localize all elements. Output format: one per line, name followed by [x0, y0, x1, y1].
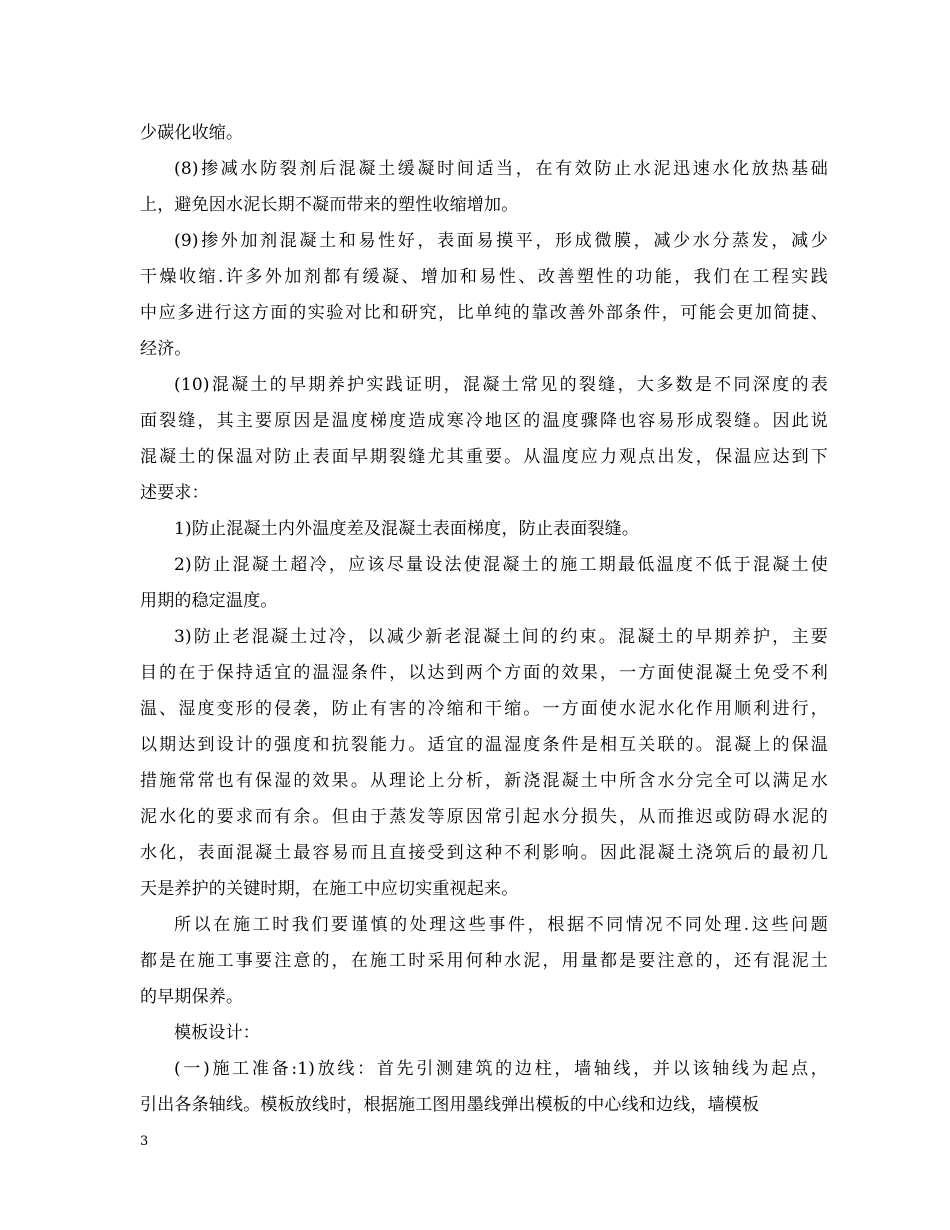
paragraph — [140, 1015, 828, 1051]
text-line: 温、湿度变形的侵袭，防止有害的冷缩和干缩。一方面使水泥水化作用顺利进行， — [140, 699, 828, 719]
text-line: 经济。 — [140, 339, 192, 359]
text-line: 所以在施工时我们要谨慎的处理这些事件，根据不同情况不同处理.这些问题 — [174, 915, 828, 935]
text-line: 面裂缝，其主要原因是温度梯度造成寒冷地区的温度骤降也容易形成裂缝。因此说 — [140, 411, 828, 431]
text-line: 模板设计： — [174, 1023, 260, 1043]
paragraph — [140, 907, 828, 1015]
text-line: 干燥收缩.许多外加剂都有缓凝、增加和易性、改善塑性的功能，我们在工程实践 — [140, 267, 828, 287]
text-line: 以期达到设计的强度和抗裂能力。适宜的温湿度条件是相互关联的。混凝上的保温 — [140, 735, 828, 755]
text-line: 少碳化收缩。 — [140, 123, 244, 143]
text-line: (9)掺外加剂混凝土和易性好，表面易摸平，形成微膜，减少水分蒸发，减少 — [174, 231, 828, 251]
paragraph — [140, 115, 828, 151]
text-line: 3)防止老混凝土过冷，以减少新老混凝土间的约束。混凝土的早期养护，主要 — [174, 627, 828, 647]
text-line: 混凝土的保温对防止表面早期裂缝尤其重要。从温度应力观点出发，保温应达到下 — [140, 447, 828, 467]
text-line: 的早期保养。 — [140, 987, 244, 1007]
text-line: (10)混凝土的早期养护实践证明，混凝土常见的裂缝，大多数是不同深度的表 — [174, 375, 828, 395]
text-line: 措施常常也有保湿的效果。从理论上分析，新浇混凝土中所含水分完全可以满足水 — [140, 771, 828, 791]
paragraph — [140, 619, 828, 907]
text-line: (8)掺减水防裂剂后混凝土缓凝时间适当，在有效防止水泥迅速水化放热基础 — [174, 159, 828, 179]
text-line: 天是养护的关键时期，在施工中应切实重视起来。 — [140, 879, 519, 899]
text-line: 2)防止混凝土超冷，应该尽量设法使混凝土的施工期最低温度不低于混凝土使 — [174, 555, 828, 575]
text-line: 引出各条轴线。模板放线时，根据施工图用墨线弹出模板的中心线和边线，墙模板 — [140, 1095, 760, 1115]
text-line: 1)防止混凝土内外温度差及混凝土表面梯度，防止表面裂缝。 — [174, 519, 640, 539]
text-line: 目的在于保持适宜的温湿条件，以达到两个方面的效果，一方面使混凝土免受不利 — [140, 663, 828, 683]
page-number: 3 — [140, 1134, 149, 1149]
text-line: 泥水化的要求而有余。但由于蒸发等原因常引起水分损失，从而推迟或防碍水泥的 — [140, 807, 828, 827]
paragraph — [140, 151, 828, 223]
document-body — [140, 115, 828, 1123]
text-line: 用期的稳定温度。 — [140, 591, 278, 611]
paragraph — [140, 367, 828, 511]
paragraph — [140, 511, 828, 547]
text-line: 水化，表面混凝土最容易而且直接受到这种不利影响。因此混凝土浇筑后的最初几 — [140, 843, 828, 863]
paragraph — [140, 547, 828, 619]
paragraph — [140, 1051, 828, 1123]
text-line: 述要求： — [140, 483, 209, 503]
text-line: (一)施工准备:1)放线：首先引测建筑的边柱，墙轴线，并以该轴线为起点， — [174, 1059, 828, 1079]
text-line: 上，避免因水泥长期不凝而带来的塑性收缩增加。 — [140, 195, 519, 215]
text-line: 中应多进行这方面的实验对比和研究，比单纯的靠改善外部条件，可能会更加简捷、 — [140, 303, 828, 323]
paragraph — [140, 223, 828, 367]
text-line: 都是在施工事要注意的，在施工时采用何种水泥，用量都是要注意的，还有混泥土 — [140, 951, 828, 971]
